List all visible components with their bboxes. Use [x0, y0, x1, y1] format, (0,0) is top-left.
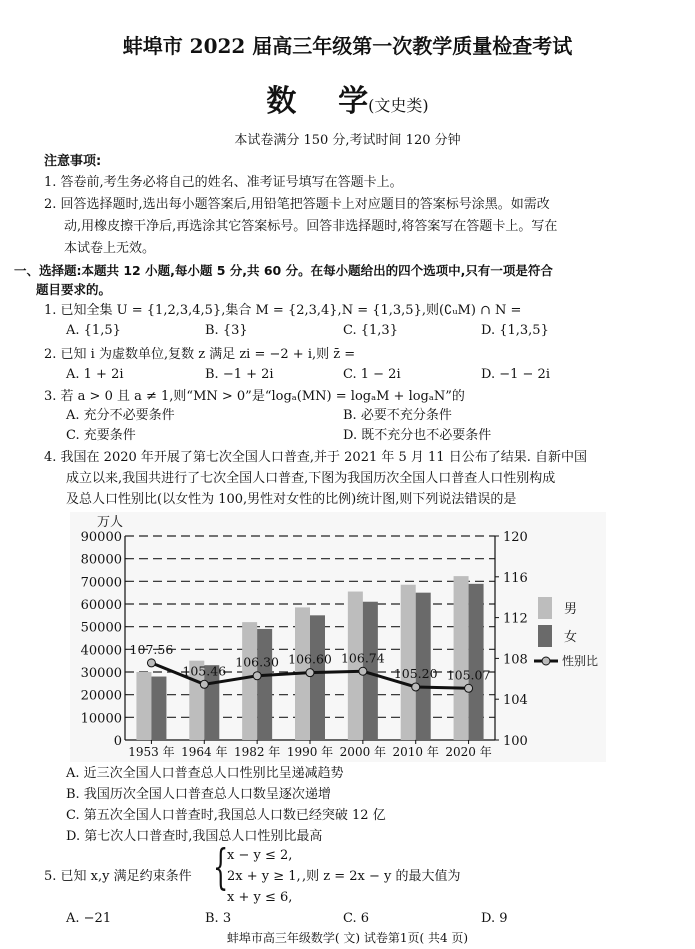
ratio-point	[306, 669, 314, 677]
exam-title: 蚌埠市 2022 届高三年级第一次教学质量检查考试	[122, 34, 573, 58]
bar-male	[454, 576, 469, 740]
ratio-data-label: 105.07	[446, 667, 491, 683]
ratio-point	[200, 680, 208, 688]
ratio-point	[253, 672, 261, 680]
y-tick-label: 50000	[80, 620, 122, 636]
ratio-data-label: 106.74	[340, 650, 385, 666]
q5-stem-suffix: ,则 z = 2x − y 的最大值为	[302, 869, 461, 884]
q2-option-c[interactable]: C. 1 − 2i	[343, 367, 401, 382]
y-tick-label: 60000	[80, 598, 122, 613]
bar-female	[151, 677, 166, 740]
y2-tick-label: 100	[503, 734, 528, 749]
ratio-data-label: 105.46	[182, 663, 227, 679]
q2-stem: 2. 已知 i 为虚数单位,复数 z 满足 zi = −2 + i,则 z̄ =	[44, 347, 356, 362]
ratio-point	[412, 683, 420, 691]
legend-point-ratio	[542, 657, 550, 665]
bar-male	[242, 622, 257, 740]
x-tick-label: 2020 年	[445, 745, 492, 759]
q4-stem-line: 成立以来,我国共进行了七次全国人口普查,下图为我国历次全国人口普查人口性别构成	[66, 471, 556, 486]
ratio-data-label: 106.60	[288, 651, 332, 667]
x-tick-label: 1953 年	[128, 745, 175, 759]
bar-male	[136, 672, 151, 740]
q4-option-a[interactable]: A. 近三次全国人口普查总人口性别比呈递减趋势	[66, 766, 344, 781]
q4-option-d[interactable]: D. 第七次人口普查时,我国总人口性别比最高	[66, 829, 323, 844]
bar-female	[257, 629, 272, 740]
y2-tick-label: 116	[503, 570, 528, 586]
bar-male	[348, 592, 363, 740]
x-tick-label: 1982 年	[233, 745, 281, 759]
y2-tick-label: 120	[503, 530, 528, 545]
census-chart-svg	[70, 512, 606, 762]
q3-option-b[interactable]: B. 必要不充分条件	[343, 408, 452, 423]
ratio-point	[359, 667, 367, 675]
q5-brace: {	[213, 839, 229, 895]
x-tick-label: 1964 年	[181, 745, 228, 759]
subject-name: 数 学	[266, 84, 369, 119]
legend-label-ratio: 性别比	[562, 654, 599, 668]
q5-option-d[interactable]: D. 9	[481, 911, 508, 926]
y-axis-label: 万人	[96, 515, 124, 530]
census-chart	[70, 512, 606, 762]
q3-stem: 3. 若 a > 0 且 a ≠ 1,则“MN > 0”是“logₐ(MN) = logₐM + logₐN”的	[44, 389, 465, 404]
q5-constraint: x − y ≤ 2,	[227, 848, 293, 863]
ratio-data-label: 105.20	[393, 665, 438, 681]
bar-female	[469, 584, 484, 740]
y-tick-label: 20000	[80, 688, 122, 704]
section-heading: 一、选择题:本题共 12 小题,每小题 5 分,共 60 分。在每小题给出的四个选项中,只有一项是符合	[14, 263, 553, 278]
legend-swatch-female	[538, 625, 552, 647]
q5-stem-prefix: 5. 已知 x,y 满足约束条件	[44, 869, 192, 884]
q5-constraint: x + y ≤ 6,	[227, 890, 293, 905]
y-tick-label: 80000	[80, 552, 122, 568]
page-footer: 蚌埠市高三年级数学( 文) 试卷第1页( 共4 页)	[226, 931, 469, 945]
q4-stem-line: 及总人口性别比(以女性为 100,男性对女性的比例)统计图,则下列说法错误的是	[66, 492, 517, 507]
y2-tick-label: 104	[503, 693, 528, 709]
legend-label-female: 女	[564, 630, 578, 645]
x-tick-label: 1990 年	[286, 745, 334, 759]
y2-tick-label: 108	[503, 652, 528, 668]
q2-option-d[interactable]: D. −1 − 2i	[481, 367, 550, 382]
q5-option-c[interactable]: C. 6	[343, 911, 370, 926]
y-tick-label: 40000	[80, 643, 122, 659]
q4-option-c[interactable]: C. 第五次全国人口普查时,我国总人口数已经突破 12 亿	[66, 808, 386, 823]
q1-option-c[interactable]: C. {1,3}	[343, 323, 398, 338]
notes-heading: 注意事项:	[44, 154, 102, 169]
bar-female	[310, 615, 325, 740]
legend-swatch-male	[538, 597, 552, 619]
q5-constraint: 2x + y ≥ 1,	[227, 869, 301, 884]
y-tick-label: 0	[113, 734, 122, 749]
q1-option-b[interactable]: B. {3}	[205, 323, 248, 338]
y-tick-label: 90000	[80, 530, 122, 545]
q1-stem: 1. 已知全集 U = {1,2,3,4,5},集合 M = {2,3,4},N = {1,3,5},则(∁ᵤM) ∩ N =	[44, 303, 522, 318]
note-line: 动,用橡皮擦干净后,再选涂其它答案标号。回答非选择题时,将答案写在答题卡上。写在	[64, 219, 558, 234]
x-tick-label: 2010 年	[392, 745, 439, 759]
q5-option-b[interactable]: B. 3	[205, 911, 232, 926]
ratio-point	[147, 659, 155, 667]
note-line: 1. 答卷前,考生务必将自己的姓名、准考证号填写在答题卡上。	[44, 175, 403, 190]
y2-tick-label: 112	[503, 611, 528, 627]
ratio-point	[465, 684, 473, 692]
q2-option-b[interactable]: B. −1 + 2i	[205, 367, 274, 382]
ratio-data-label: 106.30	[235, 654, 280, 670]
subject-type: (文史类)	[368, 96, 429, 115]
q3-option-d[interactable]: D. 既不充分也不必要条件	[343, 428, 492, 443]
q5-option-a[interactable]: A. −21	[66, 911, 112, 926]
section-heading-cont: 题目要求的。	[36, 282, 112, 297]
x-tick-label: 2000 年	[339, 745, 387, 759]
y-tick-label: 30000	[80, 666, 122, 681]
q1-option-a[interactable]: A. {1,5}	[66, 323, 121, 338]
y-tick-label: 70000	[80, 575, 122, 591]
note-line: 本试卷上无效。	[64, 241, 156, 256]
q4-stem-line: 4. 我国在 2020 年开展了第七次全国人口普查,并于 2021 年 5 月 11 日公布了结果. 自新中国	[44, 450, 587, 465]
legend-label-male: 男	[564, 602, 578, 617]
subject-title	[0, 76, 695, 120]
q2-option-a[interactable]: A. 1 + 2i	[66, 367, 124, 382]
ratio-data-label: 107.56	[129, 641, 174, 657]
q3-option-c[interactable]: C. 充要条件	[66, 428, 136, 443]
exam-info: 本试卷满分 150 分,考试时间 120 分钟	[234, 133, 461, 148]
q3-option-a[interactable]: A. 充分不必要条件	[66, 408, 175, 423]
q1-option-d[interactable]: D. {1,3,5}	[481, 323, 549, 338]
note-line: 2. 回答选择题时,选出每小题答案后,用铅笔把答题卡上对应题目的答案标号涂黑。如需改	[44, 197, 550, 212]
q4-option-b[interactable]: B. 我国历次全国人口普查总人口数呈逐次递增	[66, 787, 331, 802]
bar-male	[401, 585, 416, 740]
y-tick-label: 10000	[80, 711, 122, 727]
